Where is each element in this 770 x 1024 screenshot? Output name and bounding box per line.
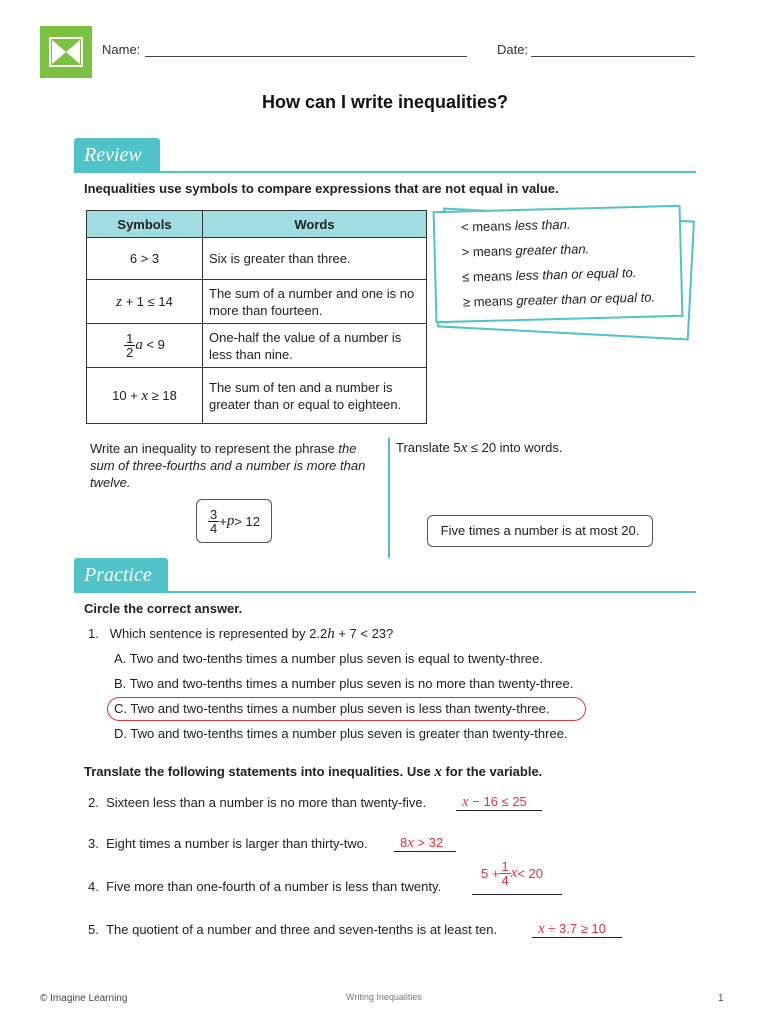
practice-tab: Practice (74, 558, 168, 592)
circle-heading: Circle the correct answer. (84, 601, 243, 616)
example-left-answer: $\frac{3}{4}$ + p > 12 (196, 499, 272, 543)
symbols-table (86, 210, 427, 424)
question-5: 5. The quotient of a number and three and seven-tenths is at least ten. (88, 922, 498, 937)
answer-line-4[interactable] (472, 894, 562, 895)
table-row (87, 324, 427, 368)
choice-b[interactable]: B. Two and two-tenths times a number plus seven is no more than twenty-three. (114, 676, 574, 691)
example-right-answer: Five times a number is at most 20. (427, 515, 653, 547)
footer-title: Writing Inequalities (346, 992, 422, 1002)
review-rule (74, 171, 696, 173)
symbol-cell: 10 + x ≥ 18 (87, 368, 203, 424)
words-header: Words (203, 211, 427, 238)
symbol-cell: 6 > 3 (87, 238, 203, 280)
practice-rule (74, 591, 696, 593)
symbols-header: Symbols (87, 211, 203, 238)
example-left-prompt: Write an inequality to represent the phrase the sum of three-fourths and a number is more than twelve. (90, 441, 366, 490)
date-label: Date: (497, 42, 529, 57)
fraction: $\frac{1}{2}$ (126, 331, 134, 360)
answer-5: x ÷ 3.7 ≥ 10 (538, 921, 606, 937)
brand-logo (40, 26, 92, 78)
symbol-cell: z + 1 ≤ 14 (87, 280, 203, 324)
answer-3: 8x > 32 (400, 835, 444, 851)
table-row (87, 238, 427, 280)
example-divider (388, 438, 390, 558)
note-line: < means less than. (460, 216, 571, 235)
review-intro: Inequalities use symbols to compare expressions that are not equal in value. (84, 181, 559, 196)
answer-4: 5 + $\frac{1}{4}$ x < 20 (481, 859, 544, 888)
table-row (87, 368, 427, 424)
words-cell: The sum of ten and a number is greater than or equal to eighteen. (203, 368, 427, 424)
note-line: ≤ means less than or equal to. (462, 264, 637, 285)
review-tab: Review (74, 138, 160, 172)
symbol-cell: $\frac{1}{2}$ a < 9 (87, 324, 203, 368)
answer-2: x − 16 ≤ 25 (462, 794, 527, 810)
example-right-prompt: Translate 5x ≤ 20 into words. (396, 440, 563, 456)
choice-d[interactable]: D. Two and two-tenths times a number plus seven is greater than twenty-three. (114, 726, 568, 741)
question-4: 4. Five more than one-fourth of a number is less than twenty. (88, 879, 442, 894)
question-2: 2. Sixteen less than a number is no more than twenty-five. (88, 795, 427, 810)
footer-copyright: © Imagine Learning (40, 993, 128, 1004)
choice-c[interactable]: C. Two and two-tenths times a number plus seven is less than twenty-three. (114, 701, 550, 716)
selected-answer-circle (107, 697, 586, 721)
name-field-line[interactable] (145, 56, 467, 57)
words-cell: Six is greater than three. (203, 238, 427, 280)
page-title: How can I write inequalities? (261, 92, 509, 112)
date-field-line[interactable] (531, 56, 695, 57)
symbol-meanings-note (433, 205, 684, 323)
page-number: 1 (718, 993, 724, 1004)
question-1: 1. Which sentence is represented by 2.2h + 7 < 23? (88, 626, 394, 642)
logo-mark-icon (40, 26, 92, 78)
note-line: ≥ means greater than or equal to. (462, 289, 656, 310)
fraction: $\frac{3}{4}$ (210, 506, 218, 536)
table-row (87, 280, 427, 324)
words-cell: The sum of a number and one is no more than fourteen. (203, 280, 427, 324)
translate-heading: Translate the following statements into inequalities. Use x for the variable. (84, 764, 543, 780)
words-cell: One-half the value of a number is less than nine. (203, 324, 427, 368)
question-3: 3. Eight times a number is larger than thirty-two. (88, 836, 368, 851)
choice-a[interactable]: A. Two and two-tenths times a number plus seven is equal to twenty-three. (114, 651, 544, 666)
name-label: Name: (102, 42, 141, 57)
note-line: > means greater than. (461, 241, 590, 260)
